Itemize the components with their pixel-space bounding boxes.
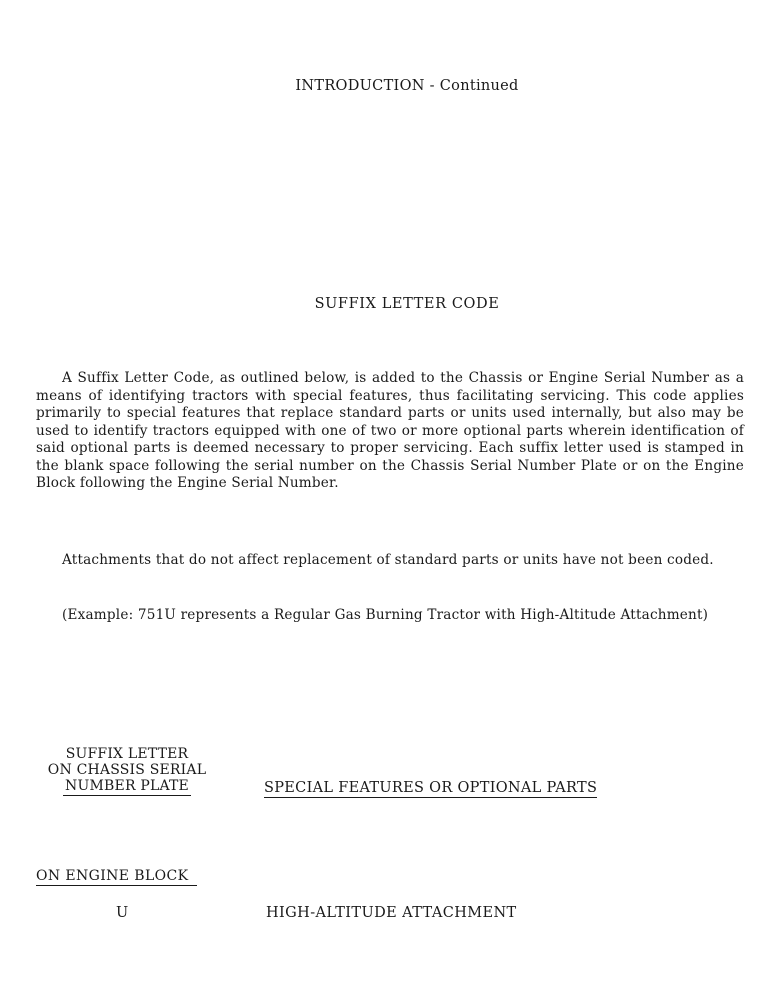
example-paragraph: (Example: 751U represents a Regular Gas Burning Tractor with High-Altitude Attachment) <box>62 607 709 623</box>
page-header: INTRODUCTION - Continued <box>295 78 519 94</box>
suffix-letter-column-header <box>34 746 220 796</box>
suffix-letter-cell: U <box>116 905 129 921</box>
attachments-paragraph: Attachments that do not affect replacement of standard parts or units have not been coded. <box>62 552 714 568</box>
intro-paragraph: A Suffix Letter Code, as outlined below, is added to the Chassis or Engine Serial Number as a means of identifying tractors with special features, thus facilitating servicing. This code applies primarily to special features that replace standard parts or units used internally, but also may be used to identify tractors equipped with one of two or more optional parts wherein identification of said optional parts is deemed necessary to proper servicing. Each suffix letter used is stamped in the blank space following the serial number on the Chassis Serial Number Plate or on the Engine Block following the Engine Serial Number. <box>36 370 744 491</box>
column-header-line: NUMBER PLATE <box>65 778 189 794</box>
column-header-line: ON CHASSIS SERIAL <box>47 762 207 778</box>
section-title: SUFFIX LETTER CODE <box>314 296 500 312</box>
engine-block-header: ON ENGINE BLOCK <box>36 868 197 886</box>
special-features-column-header: SPECIAL FEATURES OR OPTIONAL PARTS <box>264 780 598 796</box>
column-header-line: SUFFIX LETTER <box>65 746 189 762</box>
feature-cell: HIGH-ALTITUDE ATTACHMENT <box>266 905 517 921</box>
